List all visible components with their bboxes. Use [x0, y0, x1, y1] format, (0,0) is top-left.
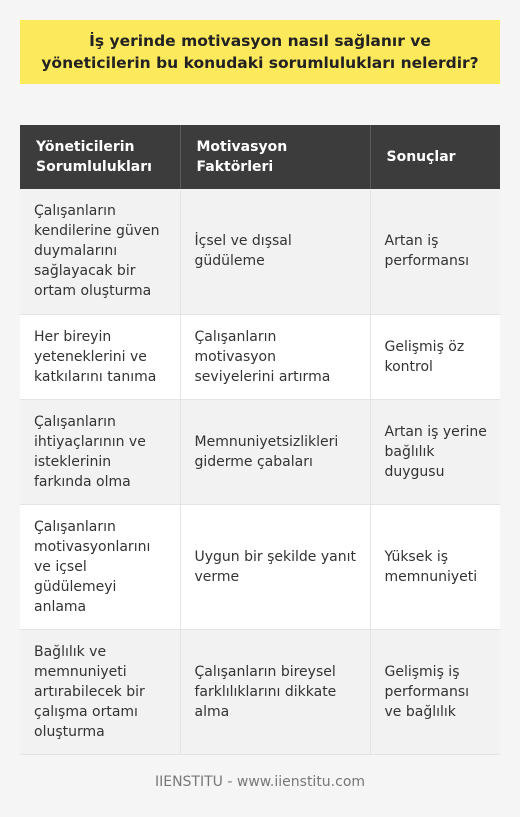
cell-factor: Memnuniyetsizlikleri giderme çabaları: [180, 399, 370, 504]
header-motivation-factors: Motivasyon Faktörleri: [180, 125, 370, 189]
page-title: İş yerinde motivasyon nasıl sağlanır ve yöneticilerin bu konudaki sorumlulukları nelerdir?: [41, 32, 479, 72]
title-banner: [20, 20, 500, 84]
header-results: Sonuçlar: [370, 125, 500, 189]
header-responsibilities: Yöneticilerin Sorumlulukları: [20, 125, 180, 189]
table-row: [20, 189, 500, 314]
cell-responsibility: Çalışanların motivasyonlarını ve içsel güdülemeyi anlama: [20, 504, 180, 629]
cell-result: Yüksek iş memnuniyeti: [370, 504, 500, 629]
cell-responsibility: Çalışanların ihtiyaçlarının ve isteklerinin farkında olma: [20, 399, 180, 504]
footer-credit: IIENSTITU - www.iienstitu.com: [154, 774, 366, 790]
table-header-row: [20, 125, 500, 189]
table-row: [20, 504, 500, 629]
cell-responsibility: Bağlılık ve memnuniyeti artırabilecek bir çalışma ortamı oluşturma: [20, 629, 180, 754]
cell-responsibility: Çalışanların kendilerine güven duymalarını sağlayacak bir ortam oluşturma: [20, 189, 180, 314]
cell-result: Gelişmiş öz kontrol: [370, 314, 500, 399]
cell-result: Gelişmiş iş performansı ve bağlılık: [370, 629, 500, 754]
cell-responsibility: Her bireyin yeteneklerini ve katkılarını tanıma: [20, 314, 180, 399]
table-row: [20, 399, 500, 504]
table-row: [20, 314, 500, 399]
responsibility-table: [20, 125, 500, 755]
cell-factor: Uygun bir şekilde yanıt verme: [180, 504, 370, 629]
cell-factor: İçsel ve dışsal güdüleme: [180, 189, 370, 314]
cell-result: Artan iş yerine bağlılık duygusu: [370, 399, 500, 504]
cell-factor: Çalışanların motivasyon seviyelerini artırma: [180, 314, 370, 399]
cell-factor: Çalışanların bireysel farklılıklarını dikkate alma: [180, 629, 370, 754]
table-row: [20, 629, 500, 754]
cell-result: Artan iş performansı: [370, 189, 500, 314]
